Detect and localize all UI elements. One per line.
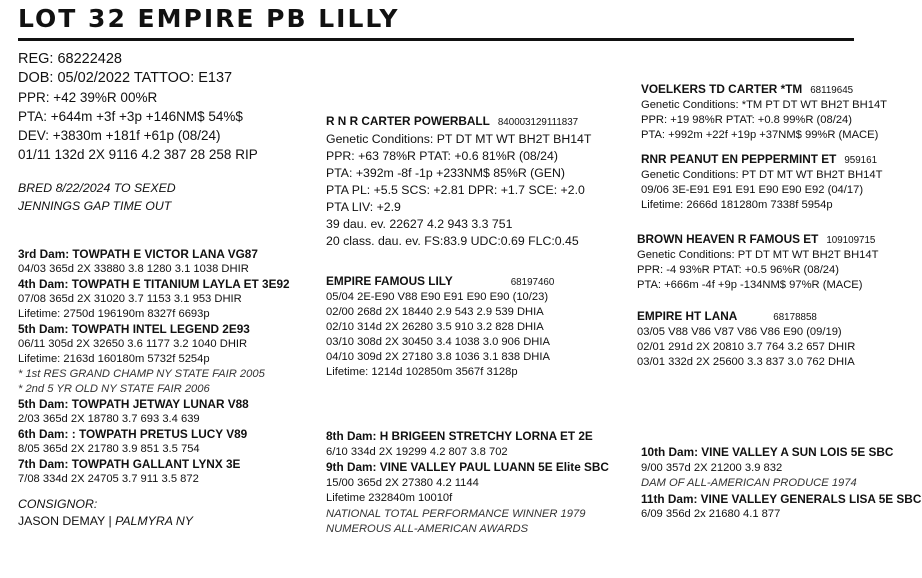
- dam-5-award-1: * 1st RES GRAND CHAMP NY STATE FAIR 2005: [18, 368, 265, 380]
- dam-8-record: 6/10 334d 2X 19299 4.2 807 3.8 702: [326, 445, 508, 458]
- dam-sire-line: PTA: +666m -4f +9p -134NM$ 97%R (MACE): [637, 279, 863, 291]
- dam-5b-header: 5th Dam: TOWPATH JETWAY LUNAR V88: [18, 397, 249, 411]
- dam-line: 04/10 309d 2X 27180 3.8 1036 3.1 838 DHIA: [326, 351, 550, 363]
- dam-sire-reg: 109109715: [826, 235, 876, 246]
- sire-name: R N R CARTER POWERBALL: [326, 114, 490, 128]
- dam-line: 03/10 308d 2X 30450 3.4 1038 3.0 906 DHIA: [326, 336, 550, 348]
- consignor: [18, 496, 193, 530]
- sire-dam-line: Lifetime: 2666d 181280m 7338f 5954p: [641, 199, 833, 211]
- reg-line: REG: 68222428: [18, 51, 122, 67]
- dam-sire-line: PPR: -4 93%R PTAT: +0.5 96%R (08/24): [637, 264, 839, 276]
- sire-block: [326, 113, 591, 250]
- sire-line: PPR: +63 78%R PTAT: +0.6 81%R (08/24): [326, 149, 558, 163]
- sire-line: Genetic Conditions: PT DT MT WT BH2T BH14T: [326, 132, 592, 146]
- dam-9-header: 9th Dam: VINE VALLEY PAUL LUANN 5E Elite SBC: [326, 460, 609, 474]
- dam-sire-name: BROWN HEAVEN R FAMOUS ET: [637, 232, 819, 246]
- sire-sire-reg: 68119645: [810, 85, 854, 96]
- dam-3-header: 3rd Dam: TOWPATH E VICTOR LANA VG87: [18, 247, 258, 261]
- bred-line-2: JENNINGS GAP TIME OUT: [18, 199, 172, 213]
- sire-dam-block: [641, 152, 882, 213]
- sire-line: 39 dau. ev. 22627 4.2 943 3.3 751: [326, 217, 513, 231]
- dam-sire-line: Genetic Conditions: PT DT MT WT BH2T BH14T: [637, 249, 879, 261]
- dam-name: EMPIRE FAMOUS LILY: [326, 274, 453, 288]
- dam-6-record: 8/05 365d 2X 21780 3.9 851 3.5 754: [18, 443, 200, 455]
- dam-9-record: 15/00 365d 2X 27380 4.2 1144: [326, 476, 479, 489]
- sire-sire-line: PTA: +992m +22f +19p +37NM$ 99%R (MACE): [641, 129, 879, 141]
- dam-5b-record: 2/03 365d 2X 18780 3.7 693 3.4 639: [18, 413, 200, 425]
- dam-5-header: 5th Dam: TOWPATH INTEL LEGEND 2E93: [18, 322, 250, 336]
- dam-3-record: 04/03 365d 2X 33880 3.8 1280 3.1 1038 DHIR: [18, 263, 249, 275]
- ppr-line: PPR: +42 39%R 00%R: [18, 90, 158, 105]
- dam-9-award-2: NUMEROUS ALL-AMERICAN AWARDS: [326, 523, 529, 535]
- dam-dam-reg: 68178858: [773, 312, 817, 323]
- dam-reg: 68197460: [510, 277, 555, 288]
- dam-9-award-1: NATIONAL TOTAL PERFORMANCE WINNER 1979: [326, 507, 586, 520]
- sire-dam-reg: 959161: [844, 155, 878, 166]
- dam-line: 02/10 314d 2X 26280 3.5 910 3.2 828 DHIA: [326, 321, 544, 333]
- dam-5-record: 06/11 305d 2X 32650 3.6 1177 3.2 1040 DHIR: [18, 338, 248, 350]
- dam-11-header: 11th Dam: VINE VALLEY GENERALS LISA 5E SBC: [641, 491, 922, 506]
- sire-sire-block: [641, 82, 887, 143]
- dam-10-header: 10th Dam: VINE VALLEY A SUN LOIS 5E SBC: [641, 445, 894, 459]
- dev-line: DEV: +3830m +181f +61p (08/24): [18, 128, 221, 143]
- dob-line: DOB: 05/02/2022 TATTOO: E137: [18, 70, 233, 86]
- dam-10-award: DAM OF ALL-AMERICAN PRODUCE 1974: [641, 477, 857, 489]
- dam-4-lifetime: Lifetime: 2750d 196190m 8327f 6693p: [18, 308, 210, 320]
- dam-dam-line: 02/01 291d 2X 20810 3.7 764 3.2 657 DHIR: [637, 341, 856, 353]
- consignor-label: CONSIGNOR:: [18, 497, 98, 511]
- dams-middle: [326, 429, 609, 538]
- dam-dam-line: 03/05 V88 V86 V87 V86 V86 E90 (09/19): [637, 326, 842, 338]
- sire-line: PTA LIV: +2.9: [326, 200, 401, 214]
- dam-6-header: 6th Dam: : TOWPATH PRETUS LUCY V89: [18, 427, 248, 441]
- dam-9-lifetime: Lifetime 232840m 10010f: [326, 492, 453, 504]
- dam-dam-name: EMPIRE HT LANA: [637, 309, 738, 323]
- bred-info: [18, 179, 176, 215]
- dam-4-header: 4th Dam: TOWPATH E TITANIUM LAYLA ET 3E92: [18, 277, 290, 291]
- dam-sire-block: [637, 232, 878, 293]
- dam-7-header: 7th Dam: TOWPATH GALLANT LYNX 3E: [18, 457, 241, 471]
- dam-line: Lifetime: 1214d 102850m 3567f 3128p: [326, 366, 518, 378]
- sire-sire-name: VOELKERS TD CARTER *TM: [641, 82, 803, 96]
- dams-right: [641, 445, 921, 523]
- dam-dam-line: 03/01 332d 2X 25600 3.3 837 3.0 762 DHIA: [637, 356, 855, 368]
- dam-5-award-2: * 2nd 5 YR OLD NY STATE FAIR 2006: [18, 383, 210, 395]
- record-line: 01/11 132d 2X 9116 4.2 387 28 258 RIP: [18, 147, 258, 162]
- sire-line: PTA PL: +5.5 SCS: +2.81 DPR: +1.7 SCE: +2.0: [326, 183, 585, 197]
- sire-dam-line: 09/06 3E-E91 E91 E91 E90 E90 E92 (04/17): [641, 184, 864, 196]
- lot-title: LOT 32 EMPIRE PB LILLY: [18, 4, 400, 33]
- consignor-name: JASON DEMAY: [18, 514, 106, 528]
- dams-left: [18, 247, 290, 487]
- sire-dam-name: RNR PEANUT EN PEPPERMINT ET: [641, 152, 837, 166]
- dam-7-record: 7/08 334d 2X 24705 3.7 911 3.5 872: [18, 473, 199, 485]
- dam-line: 02/00 268d 2X 18440 2.9 543 2.9 539 DHIA: [326, 306, 544, 318]
- sire-line: PTA: +392m -8f -1p +233NM$ 85%R (GEN): [326, 166, 565, 180]
- dam-10-record: 9/00 357d 2X 21200 3.9 832: [641, 461, 783, 474]
- sire-reg: 840003129111837: [497, 117, 579, 128]
- dam-block: [326, 274, 554, 380]
- consignor-place: PALMYRA NY: [115, 514, 193, 528]
- dam-4-record: 07/08 365d 2X 31020 3.7 1153 3.1 953 DHIR: [18, 293, 242, 305]
- animal-info: [18, 50, 258, 164]
- title-rule: [18, 38, 854, 41]
- consignor-separator: |: [108, 514, 112, 528]
- dam-5-lifetime: Lifetime: 2163d 160180m 5732f 5254p: [18, 353, 210, 365]
- pta-line: PTA: +644m +3f +3p +146NM$ 54%$: [18, 109, 243, 124]
- sire-sire-line: Genetic Conditions: *TM PT DT WT BH2T BH14T: [641, 99, 887, 111]
- dam-line: 05/04 2E-E90 V88 E90 E91 E90 E90 (10/23): [326, 291, 549, 303]
- dam-8-header: 8th Dam: H BRIGEEN STRETCHY LORNA ET 2E: [326, 429, 593, 443]
- dam-dam-block: [637, 309, 855, 370]
- sire-line: 20 class. dau. ev. FS:83.9 UDC:0.69 FLC:0.45: [326, 234, 579, 248]
- sire-sire-line: PPR: +19 98%R PTAT: +0.8 99%R (08/24): [641, 114, 853, 126]
- dam-11-record: 6/09 356d 2x 21680 4.1 877: [641, 508, 781, 520]
- sire-dam-line: Genetic Conditions: PT DT MT WT BH2T BH14T: [641, 169, 883, 181]
- bred-line-1: BRED 8/22/2024 TO SEXED: [18, 181, 176, 195]
